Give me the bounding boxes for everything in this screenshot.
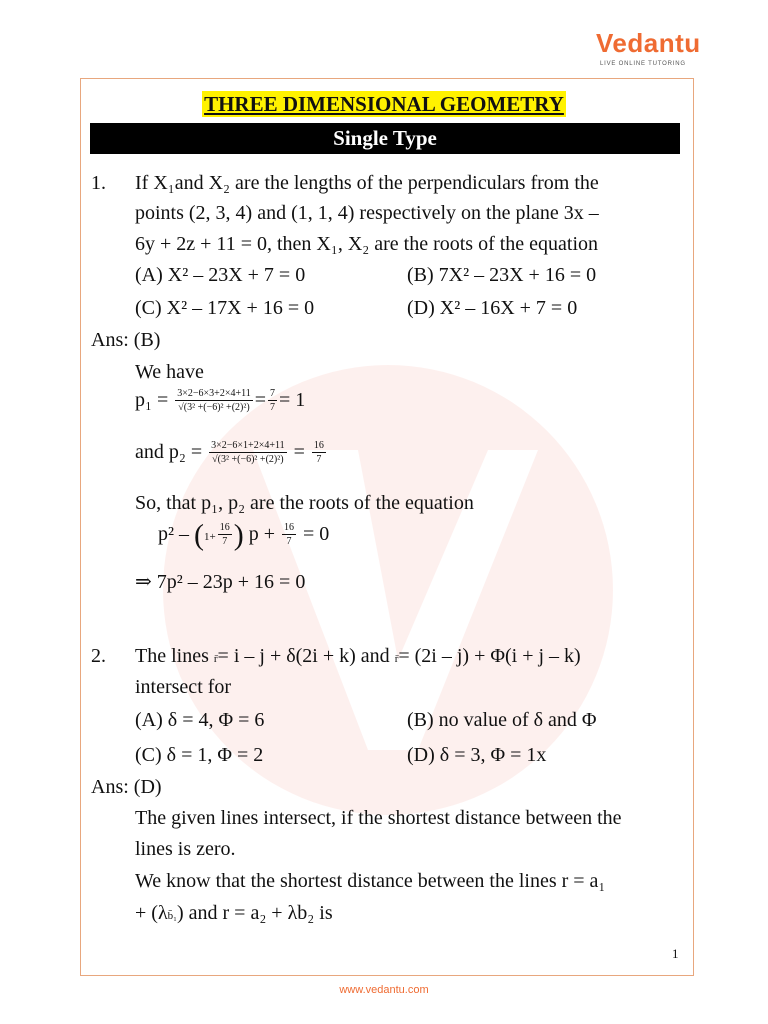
q1-option-b: (B) 7X² – 23X + 16 = 0 [407,264,597,286]
eq1-pre: p² – [158,523,189,545]
page-title: THREE DIMENSIONAL GEOMETRY [204,92,564,116]
p2-numerator: 3×2−6×1+2×4+11 [211,440,285,452]
q2-explanation-line1: The given lines intersect, if the shortest distance between the [135,807,622,829]
title-wrapper [0,91,768,117]
eq1-paren-open: ( [194,518,204,552]
q2-exp4-c: ) and r = a₂ + λb₂ is [176,902,333,924]
q2-option-b: (B) no value of δ and Φ [407,709,597,731]
p2-label: and p₂ = [135,441,203,463]
q2-explanation-line2: lines is zero. [135,838,236,860]
vedantu-logo [586,28,701,74]
q2-option-d: (D) δ = 3, Φ = 1x [407,744,547,766]
q1-equation-2: ⇒ 7p² – 23p + 16 = 0 [135,571,306,593]
q2-text-line1 [135,644,581,671]
q2-exp4-a: + (λ [135,902,168,924]
q1-text-line1: If X₁and X₂ are the lengths of the perpendiculars from the [135,172,599,194]
q2-explanation-line3: We know that the shortest distance between the lines r = a₁ [135,870,606,892]
eq1-paren-close: ) [233,518,244,552]
eq1-inner-num: 16 [219,522,230,534]
p2-result-num: 16 [313,440,324,452]
q2-option-c: (C) δ = 1, Φ = 2 [135,744,264,766]
eq1-post: = 0 [303,523,330,545]
eq1-inner-pre: 1+ [204,531,216,543]
q2-option-a: (A) δ = 4, Φ = 6 [135,709,265,731]
q1-text-line3: 6y + 2z + 11 = 0, then X₁, X₂ are the roots of the equation [135,233,599,255]
p2-result-fraction [312,440,326,466]
brand-name: Vedantu [596,28,701,58]
q2-line1-a: The lines [135,645,209,667]
q2-vector-r2: r̄ [394,653,399,665]
p1-denominator: √(3² +(−6)² +(2)²) [178,402,250,414]
q1-option-c: (C) X² – 17X + 16 = 0 [135,297,315,319]
p1-numerator: 3×2−6×3+2×4+11 [177,388,251,400]
p1-result: = 1 [279,389,306,411]
q2-vector-r1: r̄ [213,653,218,665]
p2-result-den: 7 [316,454,322,466]
footer-url: www.vedantu.com [339,984,429,996]
brand-tagline: LIVE ONLINE TUTORING [600,61,686,67]
q1-option-a: (A) X² – 23X + 7 = 0 [135,264,306,286]
q1-number: 1. [91,172,106,194]
eq1-inner-den: 7 [222,536,228,548]
q2-line1-c: = (2i – j) + Φ(i + j – k) [398,645,581,667]
eq1-fraction [282,522,296,548]
p2-fraction [209,440,286,466]
q1-option-d: (D) X² – 16X + 7 = 0 [407,297,578,319]
q1-so-text: So, that p₁, p₂ are the roots of the equation [135,492,474,514]
section-header: Single Type [90,123,680,154]
q1-we-have: We have [135,361,204,383]
p1-seven-den: 7 [270,402,276,414]
q2-line1-b: = i – j + δ(2i + k) and [217,645,390,667]
p1-fraction [175,388,252,414]
eq1-inner-fraction [218,522,232,548]
q1-p2-equation [135,440,328,466]
p1-equals: = [254,389,267,411]
eq1-den: 7 [286,536,292,548]
eq1-num: 16 [284,522,294,534]
q2-number: 2. [91,645,106,667]
q1-text-line2: points (2, 3, 4) and (1, 1, 4) respectively on the plane 3x – [135,202,599,224]
p1-seven-fraction [268,388,277,414]
p1-seven-num: 7 [270,388,276,400]
p2-equals: = [293,441,305,463]
p1-label: p₁ = [135,389,169,411]
q1-equation-1 [158,518,330,552]
q1-p1-equation [135,388,305,414]
eq1-mid: p + [248,523,275,545]
q2-exp4-b: b̄₁ [167,910,177,922]
page-number: 1 [672,946,679,961]
q1-answer: Ans: (B) [91,329,161,351]
q2-answer: Ans: (D) [91,776,162,798]
q2-text-line2: intersect for [135,676,232,698]
q2-explanation-line4 [135,901,333,928]
p2-denominator: √(3² +(−6)² +(2)²) [212,454,284,466]
